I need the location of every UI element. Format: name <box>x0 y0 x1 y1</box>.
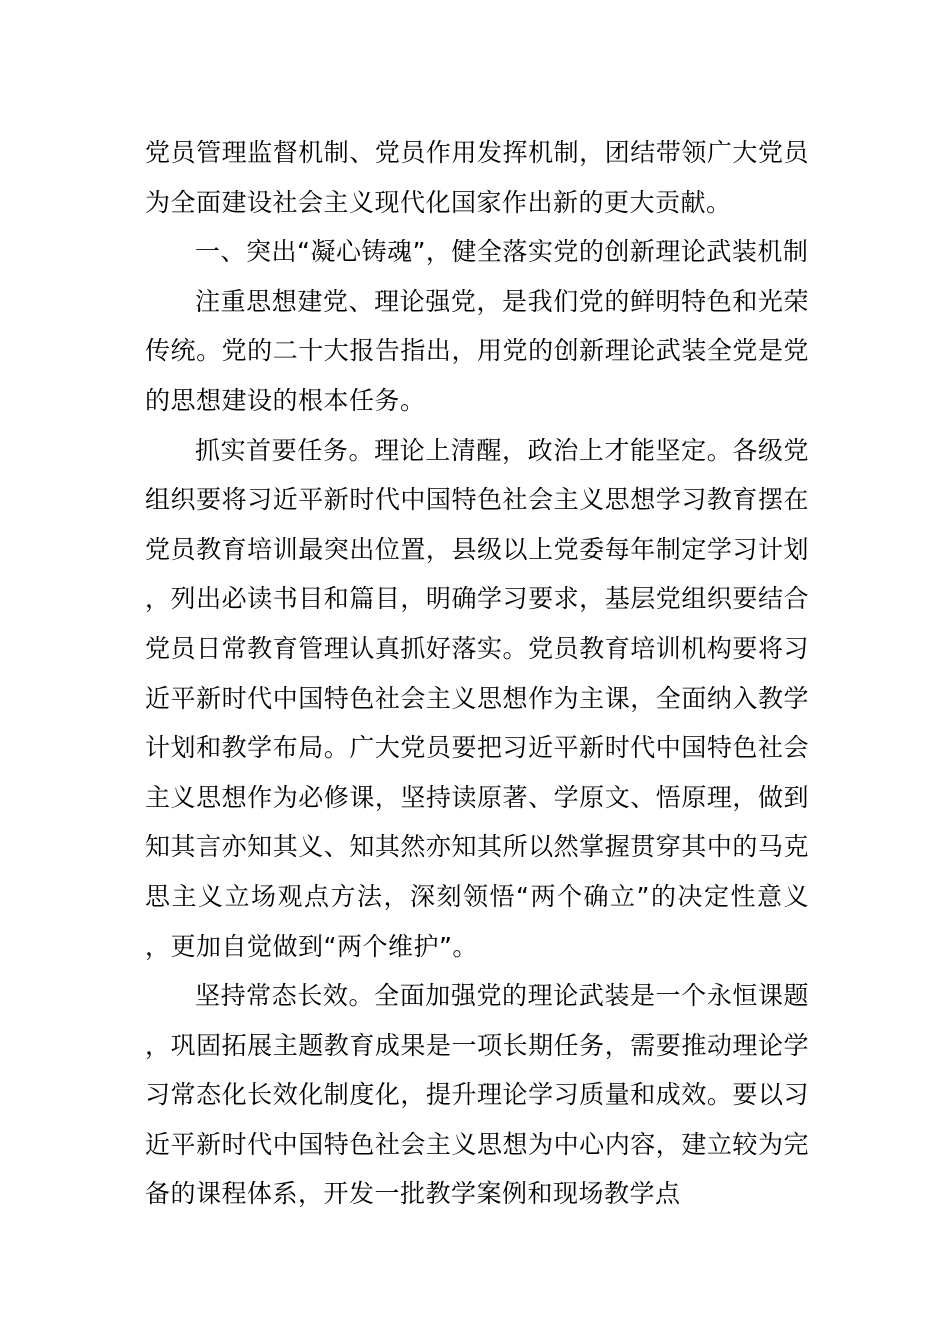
paragraph-long-term: 坚持常态长效。全面加强党的理论武装是一个永恒课题，巩固拓展主题教育成果是一项长期任务，需要推动理论学习常态化长效化制度化，提升理论学习质量和成效。要以习近平新时代中国特色社会主义思想为中心内容，建立较为完备的课程体系，开发一批教学案例和现场教学点 <box>145 981 809 1209</box>
paragraph-intro: 注重思想建党、理论强党，是我们党的鲜明特色和光荣传统。党的二十大报告指出，用党的创新理论武装全党是党的思想建设的根本任务。 <box>145 286 809 415</box>
section-heading: 一、突出“凝心铸魂”，健全落实党的创新理论武装机制 <box>195 237 809 267</box>
paragraph-continuation: 党员管理监督机制、党员作用发挥机制，团结带领广大党员为全面建设社会主义现代化国家作出新的更大贡献。 <box>145 138 809 217</box>
document-body <box>145 128 809 1219</box>
paragraph-primary-task: 抓实首要任务。理论上清醒，政治上才能坚定。各级党组织要将习近平新时代中国特色社会主义思想学习教育摆在党员教育培训最突出位置，县级以上党委每年制定学习计划，列出必读书目和篇目，明确学习要求，基层党组织要结合党员日常教育管理认真抓好落实。党员教育培训机构要将习近平新时代中国特色社会主义思想作为主课，全面纳入教学计划和教学布局。广大党员要把习近平新时代中国特色社会主义思想作为必修课，坚持读原著、学原文、悟原理，做到知其言亦知其义、知其然亦知其所以然掌握贯穿其中的马克思主义立场观点方法，深刻领悟“两个确立”的决定性意义，更加自觉做到“两个维护”。 <box>145 435 809 961</box>
